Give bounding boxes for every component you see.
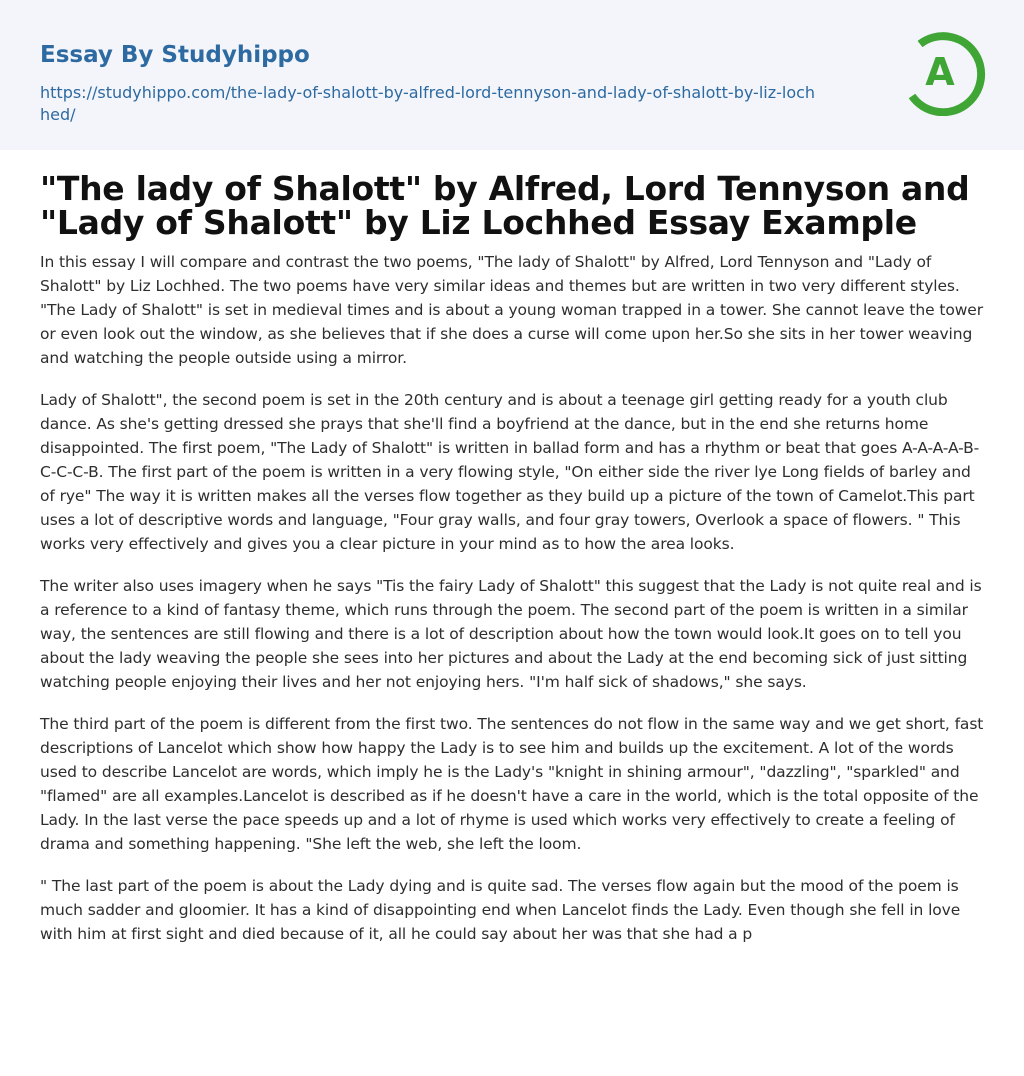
essay-paragraph-3: The writer also uses imagery when he says "Tis the fairy Lady of Shalott" this suggest that the Lady is not quite real and is a reference to a kind of fantasy theme, which runs through the poem. The second part of the poem is written in a similar way, the sentences are still flowing and there is a lot of description about how the town would look.It goes on to tell you about the lady weaving the people she sees into her pictures and about the Lady at the end becoming sick of just sitting watching people enjoying their lives and her not enjoying hers. "I'm half sick of shadows," she says. xyxy=(40,577,982,691)
essay-paragraph-1: In this essay I will compare and contrast the two poems, "The lady of Shalott" by Alfred, Lord Tennyson and "Lady of Shalott" by Liz Lochhed. The two poems have very similar ideas and themes but are written in two very different styles. "The Lady of Shalott" is set in medieval times and is about a young woman trapped in a tower. She cannot leave the tower or even look out the window, as she believes that if she does a curse will come upon her.So she sits in her tower weaving and watching the people outside using a mirror. xyxy=(40,253,984,367)
source-url-link[interactable]: https://studyhippo.com/the-lady-of-shalott-by-alfred-lord-tennyson-and-lady-of-shalott-by-liz-lochhed/ xyxy=(40,83,816,124)
essay-paragraph-4: The third part of the poem is different from the first two. The sentences do not flow in the same way and we get short, fast descriptions of Lancelot which show how happy the Lady is to see him and builds up the excitement. A lot of the words used to describe Lancelot are words, which imply he is the Lady's "knight in shining armour", "dazzling", "sparkled" and "flamed" are all examples.Lancelot is described as if he doesn't have a care in the world, which is the total opposite of the Lady. In the last verse the pace speeds up and a lot of rhyme is used which works very effectively to create a feeling of drama and something happening. "She left the web, she left the loom. xyxy=(40,715,984,853)
essay-paragraph-2: Lady of Shalott", the second poem is set in the 20th century and is about a teenage girl getting ready for a youth club dance. As she's getting dressed she prays that she'll find a boyfriend at the dance, but in the end she returns home disappointed. The first poem, "The Lady of Shalott" is written in ballad form and has a rhythm or beat that goes A-A-A-A-B-C-C-C-B. The first part of the poem is written in a very flowing style, "On either side the river lye Long fields of barley and of rye" The way it is written makes all the verses flow together as they build up a picture of the town of Camelot.This part uses a lot of descriptive words and language, "Four gray walls, and four gray towers, Overlook a space of flowers. " This works very effectively and gives you a clear picture in your mind as to how the area looks. xyxy=(40,391,980,553)
article xyxy=(0,169,1024,946)
essay-title: "The lady of Shalott" by Alfred, Lord Tennyson and "Lady of Shalott" by Liz Lochhed Essay Example xyxy=(40,169,970,242)
studyhippo-logo-icon[interactable] xyxy=(898,28,986,116)
logo-letter: A xyxy=(925,50,955,94)
essay-paragraph-5: " The last part of the poem is about the Lady dying and is quite sad. The verses flow again but the mood of the poem is much sadder and gloomier. It has a kind of disappointing end when Lancelot finds the Lady. Even though she fell in love with him at first sight and died because of it, all he could say about her was that she had a p xyxy=(40,877,961,943)
site-header xyxy=(0,0,1024,150)
brand-title[interactable]: Essay By Studyhippo xyxy=(40,42,310,68)
